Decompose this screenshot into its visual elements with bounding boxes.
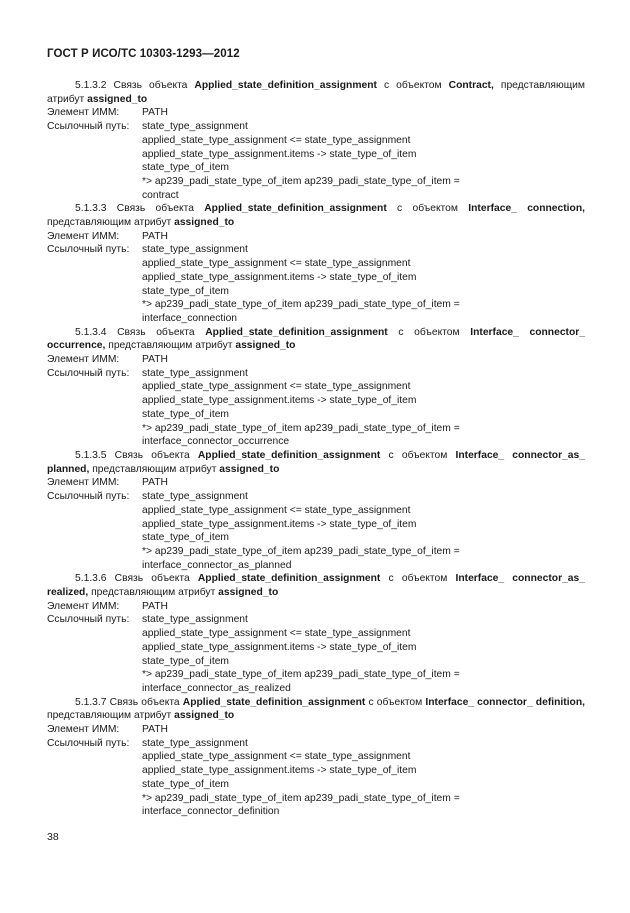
- target-entity: Interface_ connector_as_ planned,: [47, 449, 585, 475]
- path-line: applied_state_type_assignment <= state_type_assignment: [142, 628, 411, 640]
- section-5-1-3-2: [47, 79, 585, 202]
- heading-text: представляющим атрибут: [47, 80, 585, 105]
- target-entity: Contract,: [448, 80, 494, 91]
- path-line: state_type_of_item: [142, 285, 230, 297]
- heading-text: Связь объекта: [114, 573, 198, 585]
- ref-path-label: Ссылочный путь:: [47, 614, 130, 626]
- path-line: state_type_assignment: [142, 491, 248, 503]
- path-line: state_type_of_item: [142, 778, 230, 790]
- attribute-name: assigned_to: [235, 340, 296, 352]
- section-number: 5.1.3.3: [75, 203, 107, 215]
- target-entity: Interface_ connector_as_ realized,: [47, 573, 585, 599]
- section-number: 5.1.3.7: [75, 696, 107, 708]
- element-row: [47, 106, 585, 120]
- path-line: applied_state_type_assignment <= state_type_assignment: [142, 751, 411, 763]
- path-line: applied_state_type_assignment.items -> state_type_of_item: [142, 641, 417, 653]
- path-line: state_type_assignment: [142, 121, 248, 133]
- subject-entity: Applied_state_definition_assignment: [205, 326, 388, 338]
- section-5-1-3-4: [47, 326, 585, 449]
- section-heading: [47, 79, 585, 106]
- path-line: *> ap239_padi_state_type_of_item ap239_padi_state_type_of_item =: [142, 422, 460, 434]
- element-row: [47, 230, 585, 244]
- heading-text: с объектом: [376, 80, 449, 91]
- document-body: [47, 79, 585, 819]
- ref-path-row: [47, 737, 585, 751]
- path-line: interface_connector_as_realized: [142, 682, 291, 694]
- path-line: *> ap239_padi_state_type_of_item ap239_padi_state_type_of_item =: [142, 299, 460, 311]
- subject-entity: Applied_state_definition_assignment: [182, 696, 366, 708]
- section-number: 5.1.3.5: [75, 449, 107, 461]
- path-line: applied_state_type_assignment.items -> state_type_of_item: [142, 271, 417, 283]
- heading-text: с объектом: [386, 203, 469, 215]
- heading-text: с объектом: [365, 696, 426, 708]
- path-line: interface_connector_occurrence: [142, 436, 290, 448]
- target-entity: Interface_ connector_ occurrence,: [47, 326, 586, 352]
- element-value: PATH: [142, 477, 168, 489]
- subject-entity: Applied_state_definition_assignment: [197, 573, 381, 585]
- ref-path-label: Ссылочный путь:: [47, 121, 130, 133]
- element-row: [47, 476, 585, 490]
- attribute-name: assigned_to: [174, 710, 235, 722]
- element-label: Элемент ИММ:: [47, 107, 120, 119]
- path-line: interface_connector_as_planned: [142, 559, 292, 571]
- path-line: state_type_of_item: [142, 162, 230, 174]
- target-entity: Interface_ connector_ definition,: [425, 696, 585, 708]
- heading-text: представляющим атрибут: [47, 710, 175, 722]
- element-label: Элемент ИММ:: [47, 477, 120, 489]
- element-value: PATH: [142, 107, 168, 119]
- heading-text: представляющим атрибут: [105, 340, 236, 352]
- path-line: applied_state_type_assignment.items -> state_type_of_item: [142, 395, 417, 407]
- heading-text: представляющим атрибут: [47, 217, 175, 229]
- ref-path-row: [47, 613, 585, 627]
- path-line: state_type_assignment: [142, 737, 248, 749]
- heading-text: с объектом: [380, 573, 456, 585]
- path-line: state_type_assignment: [142, 614, 248, 626]
- heading-text: с объектом: [380, 449, 456, 461]
- element-value: PATH: [142, 230, 168, 242]
- path-line: applied_state_type_assignment <= state_type_assignment: [142, 258, 411, 270]
- section-heading: [47, 202, 585, 229]
- ref-path-row: [47, 243, 585, 257]
- subject-entity: Applied_state_definition_assignment: [194, 80, 377, 91]
- section-5-1-3-6: [47, 572, 585, 695]
- section-heading: [47, 696, 585, 723]
- section-heading: [47, 326, 585, 353]
- section-5-1-3-3: [47, 202, 585, 325]
- ref-path-row: [47, 120, 585, 134]
- section-heading: [47, 572, 585, 599]
- element-value: PATH: [142, 724, 168, 736]
- ref-path-label: Ссылочный путь:: [47, 244, 130, 256]
- attribute-name: assigned_to: [174, 217, 235, 229]
- element-label: Элемент ИММ:: [47, 230, 120, 242]
- path-line: applied_state_type_assignment <= state_type_assignment: [142, 381, 411, 393]
- path-line: *> ap239_padi_state_type_of_item ap239_padi_state_type_of_item =: [142, 792, 460, 804]
- element-row: [47, 723, 585, 737]
- path-line: state_type_assignment: [142, 367, 248, 379]
- ref-path-row: [47, 490, 585, 504]
- path-line: *> ap239_padi_state_type_of_item ap239_padi_state_type_of_item =: [142, 669, 460, 681]
- heading-text: с объектом: [387, 326, 471, 338]
- element-value: PATH: [142, 354, 168, 366]
- target-entity: Interface_ connection,: [468, 203, 585, 215]
- attribute-name: assigned_to: [219, 463, 280, 475]
- path-line: state_type_of_item: [142, 655, 230, 667]
- ref-path-label: Ссылочный путь:: [47, 367, 130, 379]
- ref-path-row: [47, 367, 585, 381]
- section-number: 5.1.3.2: [75, 80, 107, 91]
- heading-text: Связь объекта: [117, 326, 206, 338]
- path-line: applied_state_type_assignment <= state_type_assignment: [142, 504, 411, 516]
- ref-path-label: Ссылочный путь:: [47, 491, 130, 503]
- path-line: state_type_assignment: [142, 244, 248, 256]
- heading-text: Связь объекта: [113, 80, 195, 91]
- path-line: *> ap239_padi_state_type_of_item ap239_padi_state_type_of_item =: [142, 175, 460, 187]
- heading-text: Связь объекта: [114, 449, 198, 461]
- element-value: PATH: [142, 600, 168, 612]
- heading-text: Связь объекта: [116, 203, 205, 215]
- path-line: contract: [142, 189, 179, 201]
- ref-path-label: Ссылочный путь:: [47, 737, 130, 749]
- section-5-1-3-7: [47, 696, 585, 819]
- attribute-name: assigned_to: [87, 93, 148, 105]
- element-label: Элемент ИММ:: [47, 354, 120, 366]
- section-number: 5.1.3.4: [75, 326, 107, 338]
- path-line: applied_state_type_assignment.items -> state_type_of_item: [142, 518, 417, 530]
- element-label: Элемент ИММ:: [47, 724, 120, 736]
- heading-text: представляющим атрибут: [89, 463, 220, 475]
- element-row: [47, 600, 585, 614]
- element-row: [47, 353, 585, 367]
- section-number: 5.1.3.6: [75, 573, 107, 585]
- path-line: interface_connector_definition: [142, 806, 280, 818]
- element-label: Элемент ИММ:: [47, 600, 120, 612]
- section-heading: [47, 449, 585, 476]
- path-line: interface_connection: [142, 312, 238, 324]
- path-line: applied_state_type_assignment <= state_type_assignment: [142, 134, 411, 146]
- path-line: applied_state_type_assignment.items -> state_type_of_item: [142, 148, 417, 160]
- section-5-1-3-5: [47, 449, 585, 572]
- heading-text: представляющим атрибут: [88, 587, 219, 599]
- path-line: applied_state_type_assignment.items -> state_type_of_item: [142, 765, 417, 777]
- path-line: *> ap239_padi_state_type_of_item ap239_padi_state_type_of_item =: [142, 545, 460, 557]
- page-number: 38: [47, 831, 59, 843]
- document-header: ГОСТ Р ИСО/ТС 10303-1293—2012: [47, 48, 240, 60]
- path-line: state_type_of_item: [142, 532, 230, 544]
- subject-entity: Applied_state_definition_assignment: [197, 449, 381, 461]
- heading-text: Связь объекта: [109, 696, 183, 708]
- subject-entity: Applied_state_definition_assignment: [204, 203, 387, 215]
- attribute-name: assigned_to: [218, 587, 279, 599]
- path-line: state_type_of_item: [142, 408, 230, 420]
